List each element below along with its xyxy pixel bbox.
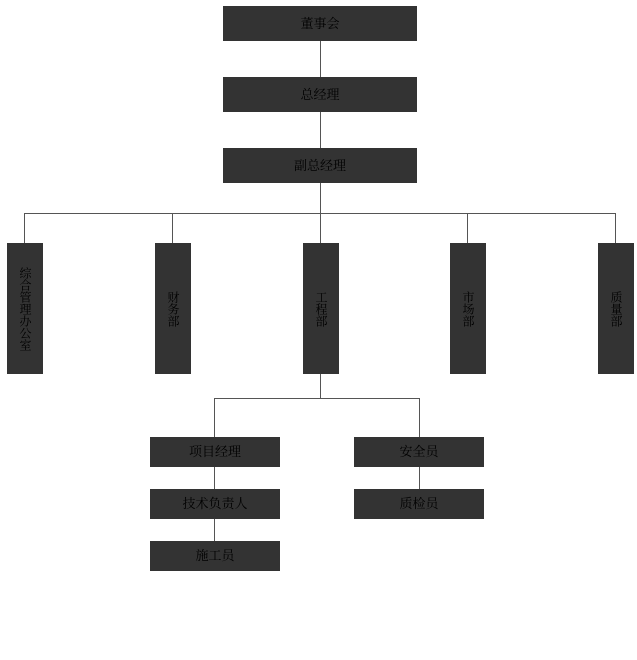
org-node[interactable]: 财务部 bbox=[155, 243, 191, 374]
org-node[interactable]: 施工员 bbox=[150, 541, 280, 571]
org-node[interactable]: 董事会 bbox=[223, 6, 417, 41]
org-node[interactable]: 总经理 bbox=[223, 77, 417, 112]
connector-line bbox=[214, 467, 215, 489]
connector-line bbox=[320, 183, 321, 213]
connector-line bbox=[320, 213, 321, 243]
connector-line bbox=[214, 398, 420, 399]
org-node[interactable]: 综合管理办公室 bbox=[7, 243, 43, 374]
org-node[interactable]: 市场部 bbox=[450, 243, 486, 374]
connector-line bbox=[214, 398, 215, 437]
org-node[interactable]: 质检员 bbox=[354, 489, 484, 519]
connector-line bbox=[419, 467, 420, 489]
connector-line bbox=[320, 41, 321, 77]
org-node[interactable]: 安全员 bbox=[354, 437, 484, 467]
org-node[interactable]: 质量部 bbox=[598, 243, 634, 374]
org-node[interactable]: 项目经理 bbox=[150, 437, 280, 467]
connector-line bbox=[320, 112, 321, 148]
org-node[interactable]: 技术负责人 bbox=[150, 489, 280, 519]
connector-line bbox=[24, 213, 25, 243]
org-node[interactable]: 副总经理 bbox=[223, 148, 417, 183]
connector-line bbox=[467, 213, 468, 243]
connector-line bbox=[419, 398, 420, 437]
connector-line bbox=[615, 213, 616, 243]
connector-line bbox=[214, 519, 215, 541]
org-node[interactable]: 工程部 bbox=[303, 243, 339, 374]
connector-line bbox=[320, 374, 321, 398]
connector-line bbox=[172, 213, 173, 243]
